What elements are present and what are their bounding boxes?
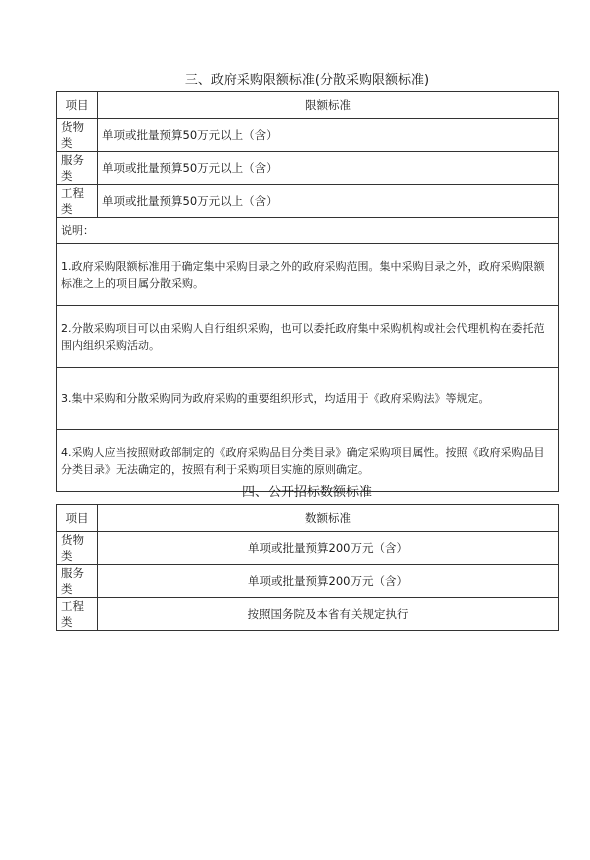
row-value-works: 按照国务院及本省有关规定执行 <box>98 598 559 631</box>
note-3: 3.集中采购和分散采购同为政府采购的重要组织形式，均适用于《政府采购法》等规定。 <box>57 368 559 430</box>
section3-title: 三、政府采购限额标准(分散采购限额标准) <box>184 73 430 88</box>
row-value-works: 单项或批量预算50万元以上（含） <box>98 185 559 218</box>
header-item: 项目 <box>57 92 98 119</box>
table-row <box>57 152 559 185</box>
table-row <box>57 565 559 598</box>
header-item: 项目 <box>57 505 98 532</box>
row-value-services: 单项或批量预算50万元以上（含） <box>98 152 559 185</box>
row-value-goods: 单项或批量预算200万元（含） <box>98 532 559 565</box>
table-header-row <box>57 505 559 532</box>
note-row <box>57 368 559 430</box>
row-label-works: 工程类 <box>57 598 98 631</box>
table-row <box>57 185 559 218</box>
note-4: 4.采购人应当按照财政部制定的《政府采购品目分类目录》确定采购项目属性。按照《政府采购品目分类目录》无法确定的，按照有利于采购项目实施的原则确定。 <box>57 430 559 492</box>
notes-label: 说明： <box>57 218 559 244</box>
limit-standard-table <box>56 91 559 492</box>
row-label-goods: 货物类 <box>57 119 98 152</box>
row-value-goods: 单项或批量预算50万元以上（含） <box>98 119 559 152</box>
section4-title: 四、公开招标数额标准 <box>241 485 372 500</box>
table-header-row <box>57 92 559 119</box>
table-row <box>57 532 559 565</box>
note-1: 1.政府采购限额标准用于确定集中采购目录之外的政府采购范围。集中采购目录之外，政府采购限额标准之上的项目属分散采购。 <box>57 244 559 306</box>
header-standard: 数额标准 <box>98 505 559 532</box>
row-label-services: 服务类 <box>57 152 98 185</box>
table-row <box>57 598 559 631</box>
header-standard: 限额标准 <box>98 92 559 119</box>
note-row <box>57 306 559 368</box>
note-2: 2.分散采购项目可以由采购人自行组织采购，也可以委托政府集中采购机构或社会代理机构在委托范围内组织采购活动。 <box>57 306 559 368</box>
row-value-services: 单项或批量预算200万元（含） <box>98 565 559 598</box>
row-label-services: 服务类 <box>57 565 98 598</box>
note-row <box>57 430 559 492</box>
notes-label-row <box>57 218 559 244</box>
tender-threshold-table <box>56 504 559 631</box>
table-row <box>57 119 559 152</box>
note-row <box>57 244 559 306</box>
row-label-works: 工程类 <box>57 185 98 218</box>
row-label-goods: 货物类 <box>57 532 98 565</box>
